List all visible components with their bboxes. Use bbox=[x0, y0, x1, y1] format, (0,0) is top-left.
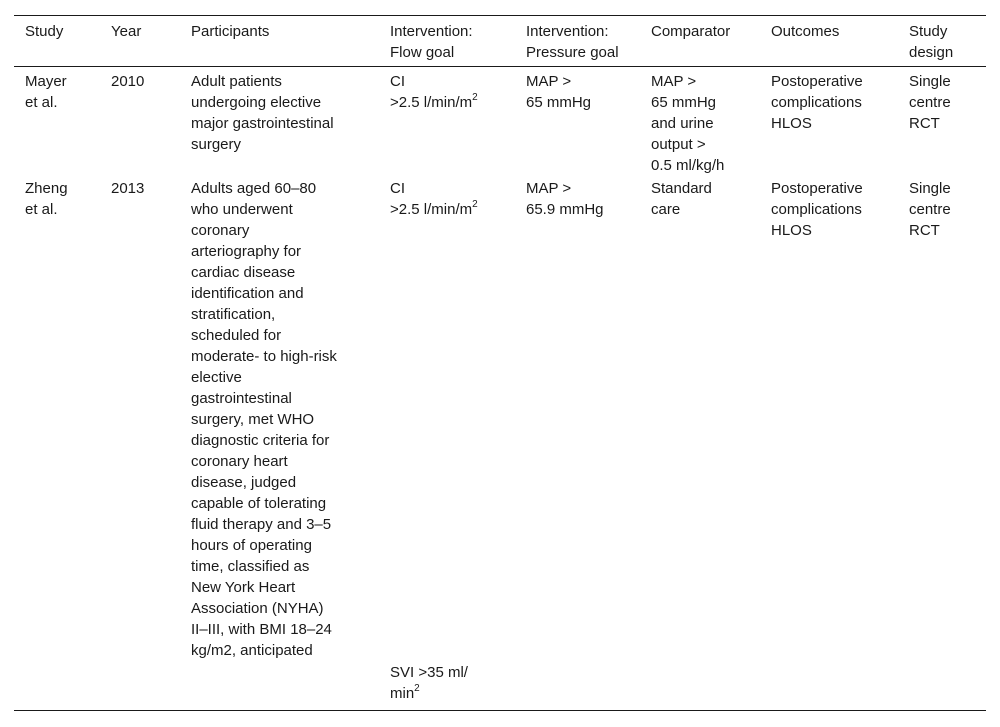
row2-study: Zheng et al. bbox=[25, 180, 68, 218]
header-participants: Participants bbox=[191, 23, 270, 40]
row2-participants: Adults aged 60–80 who underwent coronary arteriography for cardiac disease identification and stratification, scheduled for moderate- to high-risk elective gastrointestinal surgery, met WHO diagnostic criteria for coronary heart disease, judged capable of tolerating fluid therapy and 3–5 hours of operating time, classified as New York Heart Association (NYHA) II–III, with BMI 18–24 kg/m2, anticipated bbox=[191, 180, 337, 659]
row1-outcomes: Postoperative complications HLOS bbox=[771, 73, 863, 132]
row2-comparator: Standard care bbox=[651, 180, 712, 218]
row1-year: 2010 bbox=[111, 73, 145, 90]
row2-study-design: Single centre RCT bbox=[909, 180, 951, 239]
row1-pressure-goal: MAP > 65 mmHg bbox=[526, 73, 592, 111]
row2-pressure-goal: MAP > 65.9 mmHg bbox=[526, 180, 604, 218]
row1-participants: Adult patients undergoing elective major gastrointestinal surgery bbox=[191, 73, 334, 153]
header-year: Year bbox=[111, 23, 142, 40]
row2-flow-goal: CI >2.5 $l/\min/m^2$ bbox=[390, 180, 478, 218]
row1-comparator: MAP > 65 mmHg and urine output > 0.5 ml/kg/h bbox=[651, 73, 725, 174]
table-header-rule bbox=[14, 66, 986, 67]
table-bottom-rule bbox=[14, 710, 986, 711]
header-outcomes: Outcomes bbox=[771, 23, 840, 40]
header-study: Study bbox=[25, 23, 64, 40]
row2-year: 2013 bbox=[111, 180, 145, 197]
header-comparator: Comparator bbox=[651, 23, 731, 40]
row1-study-design: Single centre RCT bbox=[909, 73, 951, 132]
header-pressure-goal: Intervention: Pressure goal bbox=[526, 23, 619, 61]
row2-outcomes: Postoperative complications HLOS bbox=[771, 180, 863, 239]
table-top-rule bbox=[14, 15, 986, 16]
row1-flow-goal: CI >2.5 $l/\min/m^2$ bbox=[390, 73, 478, 111]
row2-flow-goal-svi: SVI >35 ml/ $\min^2$ bbox=[390, 664, 468, 702]
header-study-design: Study design bbox=[909, 23, 954, 61]
header-flow-goal: Intervention: Flow goal bbox=[390, 23, 473, 61]
row1-study: Mayer et al. bbox=[25, 73, 67, 111]
